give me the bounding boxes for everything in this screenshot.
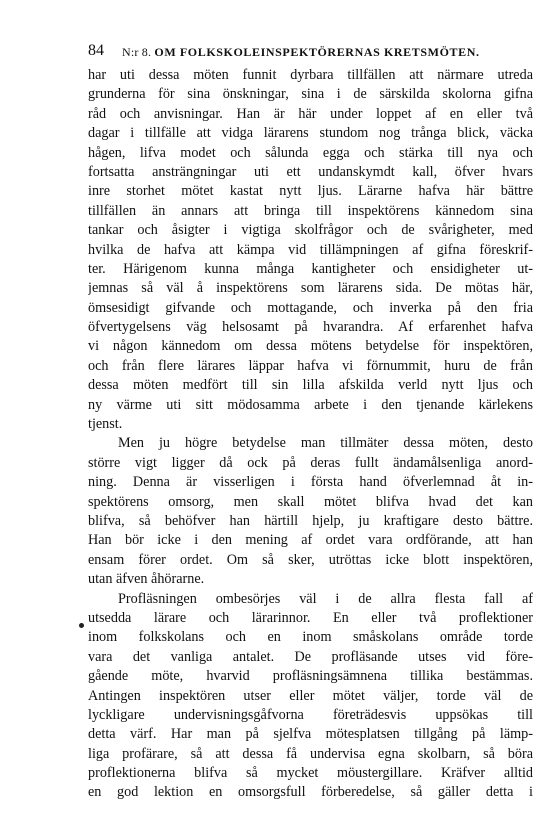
text-line: tillfällen än annars att bringa till inspektörens kännedom sina (88, 202, 533, 219)
text-line: ny värme uti sitt mödosamma arbete i den tjenande kärlekens (88, 396, 533, 413)
chapter-title: OM FOLKSKOLEINSPEKTÖRERNAS KRETSMÖTEN. (154, 45, 480, 59)
text-line: fortsatta ansträngningar uti ett undanskymdt kall, öfver hvars (88, 163, 533, 180)
text-line: utan äfven åhörarne. (88, 571, 205, 588)
text-line: blifva, så behöfver han härtill hjelp, ju kraftigare desto bättre. (88, 512, 533, 529)
text-line: utsedda lärare och lärarinnor. En eller två proflektioner (88, 609, 533, 626)
text-line: spektörens omsorg, men skall mötet blifva hvad det kan (88, 493, 533, 510)
text-line: en god lektion en omsorgsfull förberedelse, så gäller detta i (88, 784, 533, 801)
text-line: öfvertygelsens väg helsosamt på hvarandra. Af erfarenhet hafva (88, 319, 533, 336)
text-line: Men ju högre betydelse man tillmäter dessa möten, desto (118, 435, 533, 452)
text-line: ömsesidigt gifvande och mottagande, och inverka på den fria (88, 299, 533, 316)
text-line: och från flere lärares läppar hafva vi förnummit, huru de från (88, 357, 533, 374)
issue-number: N:r 8. (122, 45, 152, 59)
running-title (122, 43, 480, 61)
text-line: lyckligare undervisningsgåfvorna företrädesvis uppsökas till (88, 706, 533, 723)
text-line: ter. Härigenom kunna många kantigheter och ensidigheter ut- (88, 260, 533, 277)
text-line: Han bör icke i den mening af ordet vara ordförande, att han (88, 532, 533, 549)
text-line: tjenst. (88, 416, 123, 433)
text-line: dessa möten medfört till sin lilla afskilda verld nytt ljus och (88, 377, 533, 394)
text-line: jemnas så väl å inspektörens som lärarens sida. De mötas här, (88, 280, 533, 297)
text-line: tankar och åsigter i vigtiga skolfrågor och de svårigheter, med (88, 222, 533, 239)
text-line: Antingen inspektören utser eller mötet väljer, torde väl de (88, 687, 533, 704)
text-line: Profläsningen ombesörjes väl i de allra flesta fall af (118, 590, 533, 607)
text-line: hvilka de hafva att kämpa vid tillämpningen af gifna föreskrif- (88, 241, 533, 258)
text-line: vi någon kännedom om dessa mötens betydelse för inspektören, (88, 338, 533, 355)
text-line: inom folkskolans och en inom småskolans område torde (88, 629, 533, 646)
running-header (88, 42, 528, 60)
text-line: proflektionerna blifva så mycket möustergillare. Kräfver alltid (88, 765, 533, 782)
text-line: ning. Denna är visserligen i första hand öfverlemnad åt in- (88, 474, 533, 491)
text-line: detta värf. Har man på sjelfva mötesplatsen tillgång på lämp- (88, 726, 533, 743)
text-line: råd och anvisningar. Han är här under loppet af en eller två (88, 105, 533, 122)
text-line: ensam förer ordet. Om så sker, utröttas icke blott inspektören, (88, 551, 533, 568)
text-line: har uti dessa möten funnit dyrbara tillfällen att närmare utreda (88, 67, 533, 83)
text-line: liga profärare, så att dessa få undervisa egna skolbarn, så böra (88, 745, 533, 762)
page-number: 84 (88, 42, 104, 59)
text-line: större vigt ligger då ock på deras fullt ändamålsenliga anord- (88, 454, 533, 471)
margin-dot (79, 623, 84, 628)
text-line: gående möte, hvarvid profläsningsämnena tillika bestämmas. (88, 668, 533, 685)
text-line: hågen, lifva modet och sålunda egga och stärka till nya och (88, 144, 533, 161)
text-line: vara det vanliga antalet. De profläsande utses vid före- (88, 648, 533, 665)
body-text (88, 66, 533, 803)
text-line: dagar i tillfälle att vidga lärarens stundom nog trånga blick, väcka (88, 125, 533, 142)
text-line: grunderna för sina önskningar, sina i de särskilda skolorna gifna (88, 86, 533, 103)
text-line: inre storhet mötet kastat nytt ljus. Lärarne hafva här bättre (88, 183, 533, 200)
